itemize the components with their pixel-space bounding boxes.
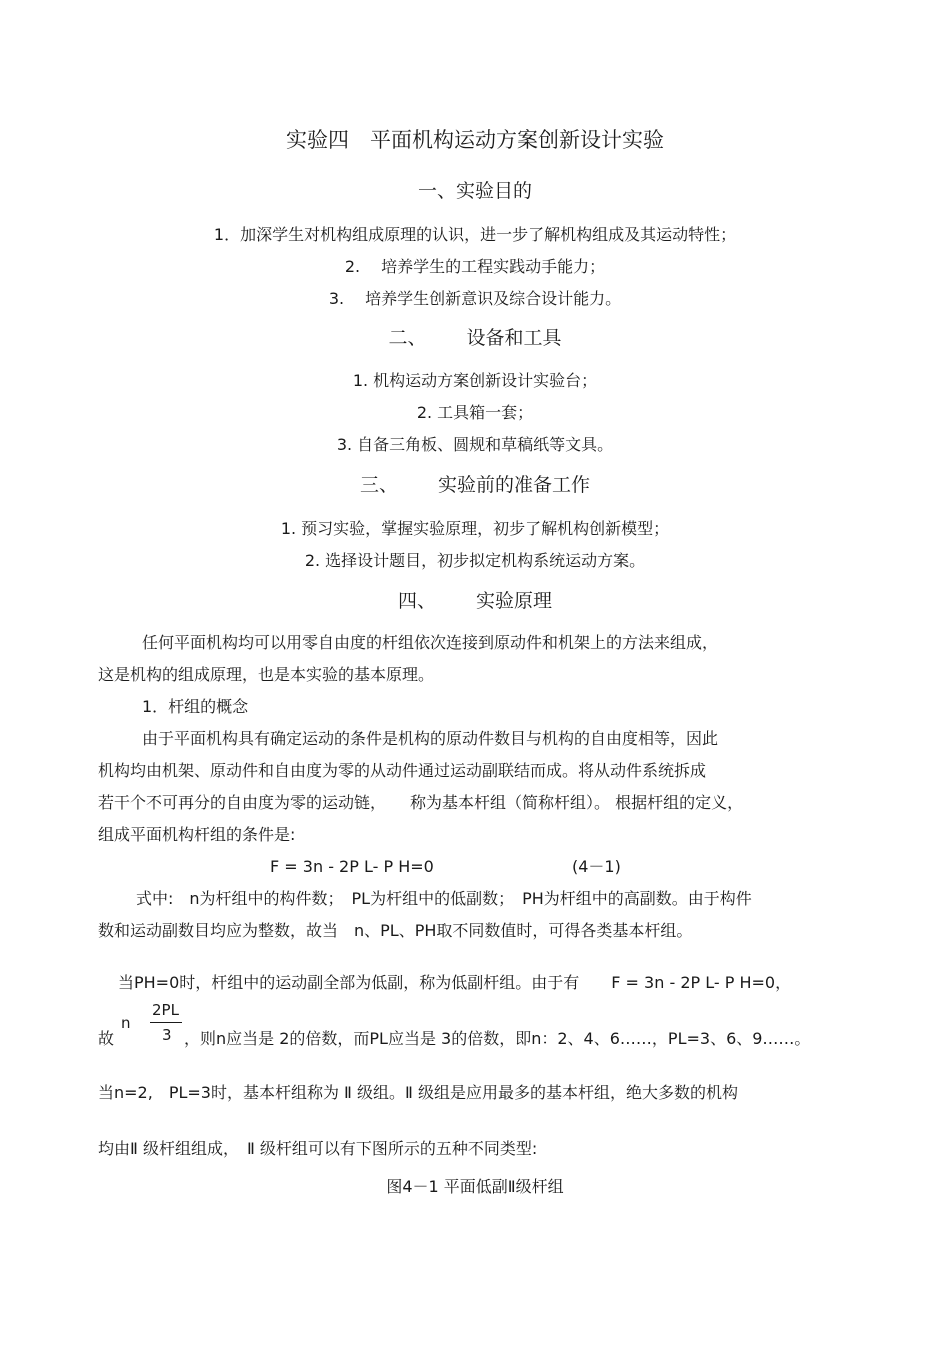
section-number: 三、 <box>359 474 398 496</box>
fraction-denominator: 3 <box>162 1026 172 1044</box>
formula: F = 3n - 2P L- P H=0 <box>270 857 434 876</box>
principle-paragraph-line: 若干个不可再分的自由度为零的运动链， 称为基本杆组（简称杆组）。 根据杆组的定义， <box>98 793 744 812</box>
fraction-bar <box>150 1022 182 1023</box>
purpose-item-2: 2. 培养学生的工程实践动手能力； <box>344 257 606 276</box>
page-title: 实验四 平面机构运动方案创新设计实验 <box>286 128 664 152</box>
principle-paragraph-line: 当n=2, PL=3时，基本杆组称为 Ⅱ 级组。Ⅱ 级组是应用最多的基本杆组，绝大多数的机构 <box>98 1083 738 1102</box>
section-heading-principle <box>0 588 950 614</box>
subheading-link-group: 1．杆组的概念 <box>142 697 249 716</box>
fraction-numerator: 2PL <box>152 1001 179 1019</box>
principle-paragraph-line: 机构均由机架、原动件和自由度为零的从动件通过运动副联结而成。将从动件系统拆成 <box>98 761 707 780</box>
section-number: 二、 <box>388 327 427 349</box>
formula-number: (4－1) <box>572 857 621 876</box>
principle-paragraph-line: 这是机构的组成原理，也是本实验的基本原理。 <box>98 665 435 684</box>
principle-paragraph-line: 组成平面机构杆组的条件是: <box>98 825 296 844</box>
preparation-item-2: 2. 选择设计题目，初步拟定机构系统运动方案。 <box>304 551 646 570</box>
section-number: 四、 <box>397 590 436 612</box>
principle-paragraph-line: 当PH=0时，杆组中的运动副全部为低副，称为低副杆组。由于有 F = 3n - 2P L- P H=0， <box>118 973 792 992</box>
equipment-item-3: 3. 自备三角板、圆规和草稿纸等文具。 <box>336 435 614 454</box>
principle-paragraph-line: 任何平面机构均可以用零自由度的杆组依次连接到原动件和机架上的方法来组成， <box>142 633 719 652</box>
gu-label: 故 <box>98 1029 115 1048</box>
principle-paragraph-line: 式中: n为杆组中的构件数； PL为杆组中的低副数； PH为杆组中的高副数。由于构件 <box>136 889 752 908</box>
principle-paragraph-line: ，则n应当是 2的倍数，而PL应当是 3的倍数，即n：2、4、6……，PL=3、6、9……。 <box>184 1029 811 1048</box>
purpose-item-3: 3. 培养学生创新意识及综合设计能力。 <box>328 289 622 308</box>
section-heading-purpose: 一、实验目的 <box>417 180 532 202</box>
fraction-lhs: n <box>121 1014 131 1032</box>
equipment-item-2: 2. 工具箱一套； <box>416 403 534 422</box>
section-text: 设备和工具 <box>466 327 562 349</box>
purpose-item-1: 1．加深学生对机构组成原理的认识，进一步了解机构组成及其运动特性； <box>213 225 737 244</box>
figure-caption: 图4－1 平面低副Ⅱ级杆组 <box>386 1177 564 1196</box>
section-text: 实验前的准备工作 <box>438 474 591 496</box>
section-text: 实验原理 <box>476 590 553 612</box>
section-heading-preparation <box>0 472 950 498</box>
principle-paragraph-line: 由于平面机构具有确定运动的条件是机构的原动件数目与机构的自由度相等，因此 <box>142 729 719 748</box>
preparation-item-1: 1. 预习实验，掌握实验原理，初步了解机构创新模型； <box>280 519 670 538</box>
principle-paragraph-line: 均由Ⅱ 级杆组组成， Ⅱ 级杆组可以有下图所示的五种不同类型: <box>98 1139 538 1158</box>
equipment-item-1: 1. 机构运动方案创新设计实验台； <box>352 371 598 390</box>
section-heading-equipment <box>0 325 950 351</box>
principle-paragraph-line: 数和运动副数目均应为整数，故当 n、PL、PH取不同数值时，可得各类基本杆组。 <box>98 921 693 940</box>
